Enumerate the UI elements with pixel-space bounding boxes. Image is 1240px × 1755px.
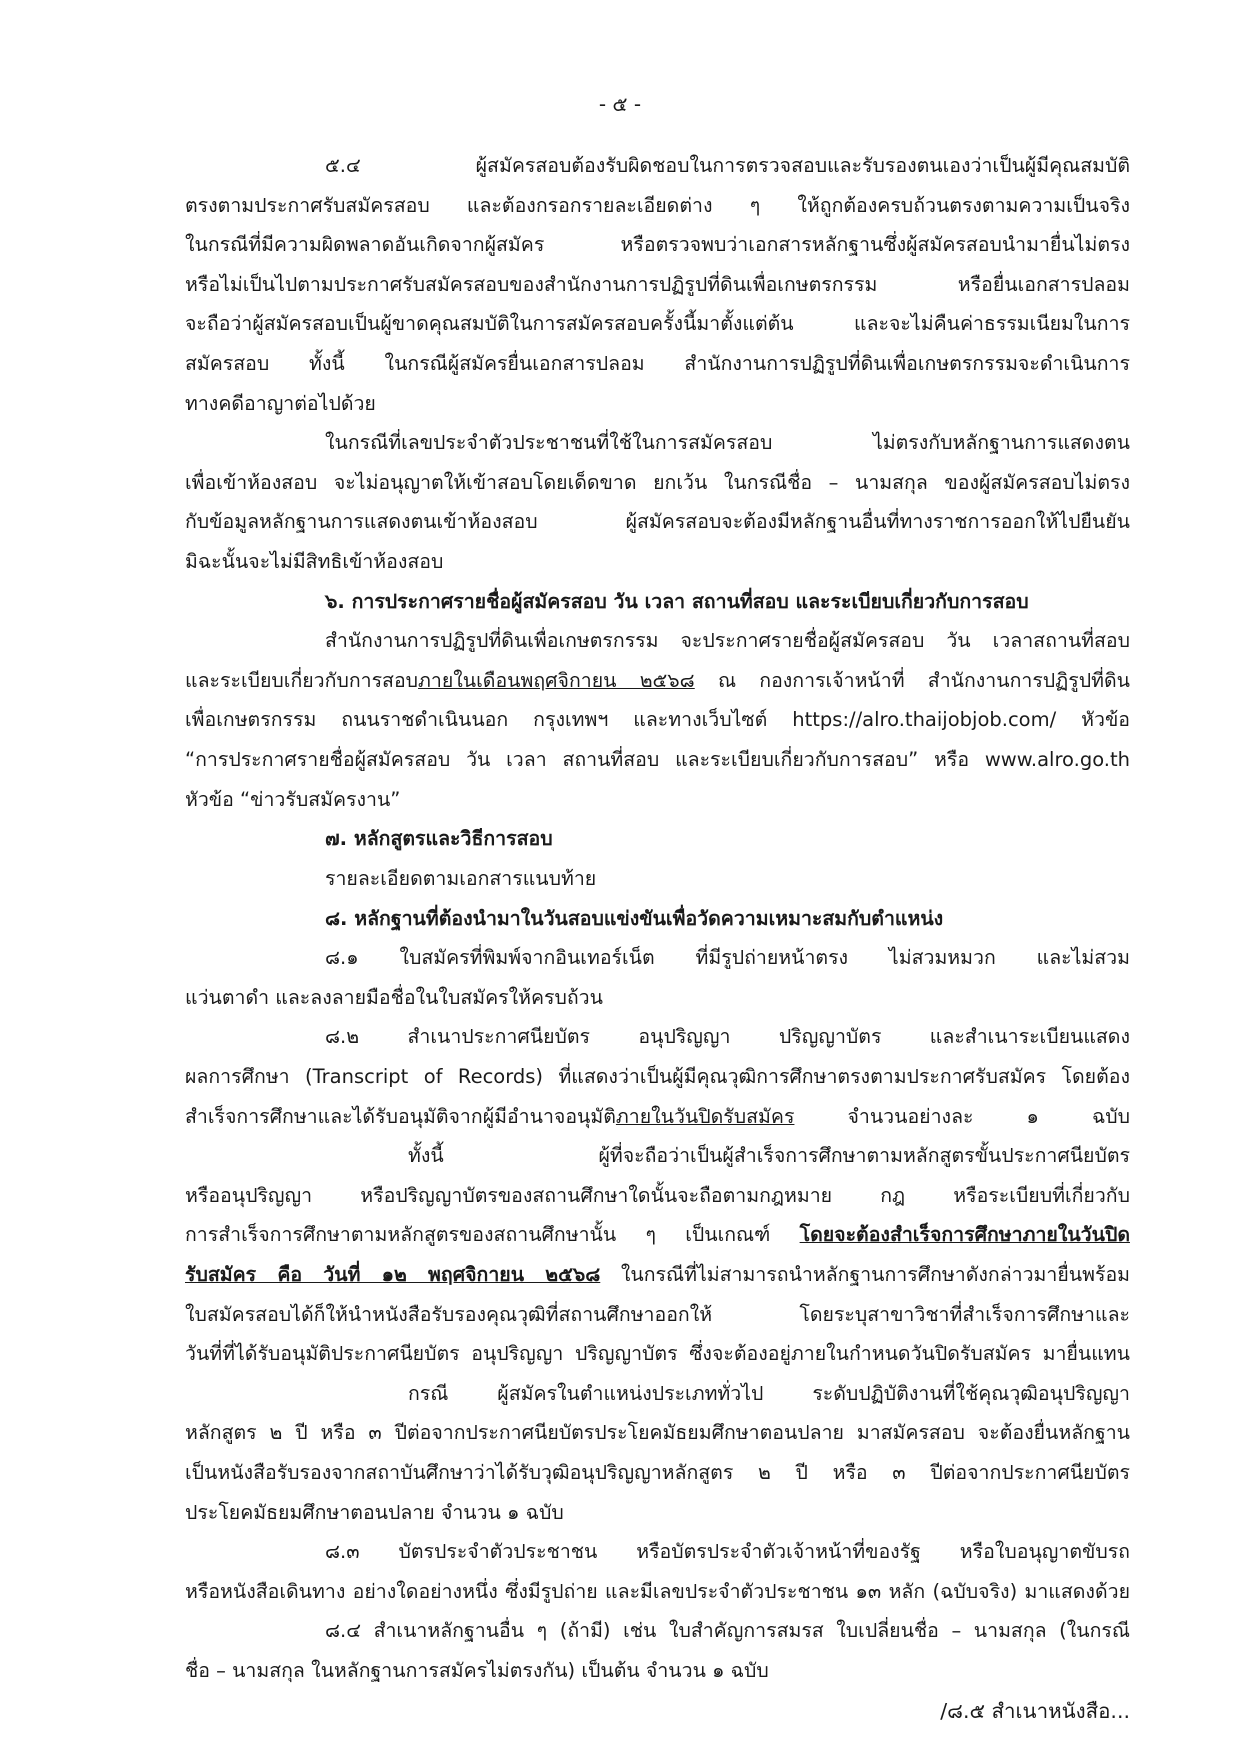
text-line: กับข้อมูลหลักฐานการแสดงตนเข้าห้องสอบ ผู้สมัครสอบจะต้องมีหลักฐานอื่นที่ทางราชการออกให้ไปยืนยัน: [185, 510, 1130, 533]
continuation-marker: /๘.๕ สำเนาหนังสือ...: [940, 1699, 1130, 1723]
text-line: ใบสมัครสอบได้ก็ให้นำหนังสือรับรองคุณวุฒิที่สถานศึกษาออกให้ โดยระบุสาขาวิชาที่สำเร็จการศึกษาและ: [185, 1303, 1130, 1326]
text-line: หรืออนุปริญญา หรือปริญญาบัตรของสถานศึกษาใดนั้นจะถือตามกฎหมาย กฎ หรือระเบียบที่เกี่ยวกับ: [185, 1184, 1130, 1207]
text-span: สำเร็จการศึกษาและได้รับอนุมัติจากผู้มีอำนาจอนุมัติ: [185, 1105, 616, 1128]
bold-underlined-text: โดยจะต้องสำเร็จการศึกษาภายในวันปิด: [799, 1223, 1130, 1246]
text-line: เป็นหนังสือรับรองจากสถาบันศึกษาว่าได้รับวุฒิอนุปริญญาหลักสูตร ๒ ปี หรือ ๓ ปีต่อจากประกาศนียบัตร: [185, 1461, 1130, 1484]
text-line: “การประกาศรายชื่อผู้สมัครสอบ วัน เวลา สถานที่สอบ และระเบียบเกี่ยวกับการสอบ” หรือ www.alro.go.th: [185, 748, 1130, 771]
text-line: หลักสูตร ๒ ปี หรือ ๓ ปีต่อจากประกาศนียบัตรประโยคมัธยมศึกษาตอนปลาย มาสมัครสอบ จะต้องยื่นหลักฐาน: [185, 1421, 1130, 1444]
text-line: เพื่อเกษตรกรรม ถนนราชดำเนินนอก กรุงเทพฯ และทางเว็บไซต์ https://alro.thaijobjob.com/ หัวข้อ: [185, 708, 1130, 731]
text-line: [185, 1101, 1130, 1133]
text-span: การสำเร็จการศึกษาตามหลักสูตรของสถานศึกษานั้น ๆ เป็นเกณฑ์: [185, 1223, 800, 1246]
text-line: [185, 665, 1130, 697]
text-line: ตรงตามประกาศรับสมัครสอบ และต้องกรอกรายละเอียดต่าง ๆ ให้ถูกต้องครบถ้วนตรงตามความเป็นจริง: [185, 194, 1130, 217]
underlined-date: ภายในเดือนพฤศจิกายน ๒๕๖๘: [418, 669, 695, 692]
text-line: วันที่ที่ได้รับอนุมัติประกาศนียบัตร อนุปริญญา ปริญญาบัตร ซึ่งจะต้องอยู่ภายในกำหนดวันปิดรับสมัคร มายื่นแทน: [185, 1342, 1130, 1365]
text-span: จำนวนอย่างละ ๑ ฉบับ: [794, 1105, 1130, 1128]
bold-underlined-date: รับสมัคร คือ วันที่ ๑๒ พฤศจิกายน ๒๕๖๘: [185, 1263, 601, 1286]
page-number: - ๕ -: [598, 92, 642, 116]
text-line: ในกรณีที่มีความผิดพลาดอันเกิดจากผู้สมัคร หรือตรวจพบว่าเอกสารหลักฐานซึ่งผู้สมัครสอบนำมายื่นไม่ตรง: [185, 233, 1130, 256]
text-line: ๕.๔ ผู้สมัครสอบต้องรับผิดชอบในการตรวจสอบและรับรองตนเองว่าเป็นผู้มีคุณสมบัติ: [325, 154, 1130, 177]
text-span: ณ กองการเจ้าหน้าที่ สำนักงานการปฏิรูปที่ดิน: [694, 669, 1130, 692]
text-line: ทางคดีอาญาต่อไปด้วย: [185, 392, 376, 415]
text-line: ๘.๒ สำเนาประกาศนียบัตร อนุปริญญา ปริญญาบัตร และสำเนาระเบียนแสดง: [325, 1025, 1130, 1048]
text-line: ชื่อ – นามสกุล ในหลักฐานการสมัครไม่ตรงกัน) เป็นต้น จำนวน ๑ ฉบับ: [185, 1659, 769, 1682]
text-line: รายละเอียดตามเอกสารแนบท้าย: [325, 867, 597, 890]
text-line: ๘.๓ บัตรประจำตัวประชาชน หรือบัตรประจำตัวเจ้าหน้าที่ของรัฐ หรือใบอนุญาตขับรถ: [325, 1540, 1130, 1563]
section-heading: ๘. หลักฐานที่ต้องนำมาในวันสอบแข่งขันเพื่อวัดความเหมาะสมกับตำแหน่ง: [325, 907, 944, 930]
text-line: ๘.๔ สำเนาหลักฐานอื่น ๆ (ถ้ามี) เช่น ใบสำคัญการสมรส ใบเปลี่ยนชื่อ – นามสกุล (ในกรณี: [325, 1619, 1130, 1642]
text-line: ในกรณีที่เลขประจำตัวประชาชนที่ใช้ในการสมัครสอบ ไม่ตรงกับหลักฐานการแสดงตน: [325, 431, 1130, 454]
text-line: มิฉะนั้นจะไม่มีสิทธิเข้าห้องสอบ: [185, 550, 444, 573]
text-line: หรือหนังสือเดินทาง อย่างใดอย่างหนึ่ง ซึ่งมีรูปถ่าย และมีเลขประจำตัวประชาชน ๑๓ หลัก (ฉบับจริง) มาแสดงด้วย: [185, 1580, 1130, 1603]
text-line: ประโยคมัธยมศึกษาตอนปลาย จำนวน ๑ ฉบับ: [185, 1501, 564, 1524]
text-line: แว่นตาดำ และลงลายมือชื่อในใบสมัครให้ครบถ้วน: [185, 986, 603, 1009]
section-heading: ๖. การประกาศรายชื่อผู้สมัครสอบ วัน เวลา สถานที่สอบ และระเบียบเกี่ยวกับการสอบ: [325, 590, 1029, 613]
text-line: สมัครสอบ ทั้งนี้ ในกรณีผู้สมัครยื่นเอกสารปลอม สำนักงานการปฏิรูปที่ดินเพื่อเกษตรกรรมจะดำเนินการ: [185, 352, 1130, 375]
text-line: [185, 1219, 1130, 1251]
section-heading: ๗. หลักสูตรและวิธีการสอบ: [325, 827, 553, 850]
text-line: จะถือว่าผู้สมัครสอบเป็นผู้ขาดคุณสมบัติในการสมัครสอบครั้งนี้มาตั้งแต่ต้น และจะไม่คืนค่าธรรมเนียมในการ: [185, 312, 1130, 335]
text-line: ทั้งนี้ ผู้ที่จะถือว่าเป็นผู้สำเร็จการศึกษาตามหลักสูตรขั้นประกาศนียบัตร: [408, 1144, 1130, 1167]
text-span: ในกรณีที่ไม่สามารถนำหลักฐานการศึกษาดังกล่าวมายื่นพร้อม: [600, 1263, 1131, 1286]
text-line: หัวข้อ “ข่าวรับสมัครงาน”: [185, 788, 401, 811]
text-line: ผลการศึกษา (Transcript of Records) ที่แสดงว่าเป็นผู้มีคุณวุฒิการศึกษาตรงตามประกาศรับสมัคร โดยต้อง: [185, 1065, 1130, 1088]
underlined-deadline: ภายในวันปิดรับสมัคร: [615, 1105, 795, 1128]
text-line: กรณี ผู้สมัครในตำแหน่งประเภททั่วไป ระดับปฏิบัติงานที่ใช้คุณวุฒิอนุปริญญา: [408, 1382, 1130, 1405]
text-span: และระเบียบเกี่ยวกับการสอบ: [185, 669, 419, 692]
text-line: [185, 1259, 1130, 1291]
text-line: หรือไม่เป็นไปตามประกาศรับสมัครสอบของสำนักงานการปฏิรูปที่ดินเพื่อเกษตรกรรม หรือยื่นเอกสารปลอม: [185, 273, 1130, 296]
text-line: เพื่อเข้าห้องสอบ จะไม่อนุญาตให้เข้าสอบโดยเด็ดขาด ยกเว้น ในกรณีชื่อ – นามสกุล ของผู้สมัครสอบไม่ตรง: [185, 471, 1130, 494]
text-line: สำนักงานการปฏิรูปที่ดินเพื่อเกษตรกรรม จะประกาศรายชื่อผู้สมัครสอบ วัน เวลาสถานที่สอบ: [325, 629, 1130, 652]
text-line: ๘.๑ ใบสมัครที่พิมพ์จากอินเทอร์เน็ต ที่มีรูปถ่ายหน้าตรง ไม่สวมหมวก และไม่สวม: [325, 946, 1130, 969]
